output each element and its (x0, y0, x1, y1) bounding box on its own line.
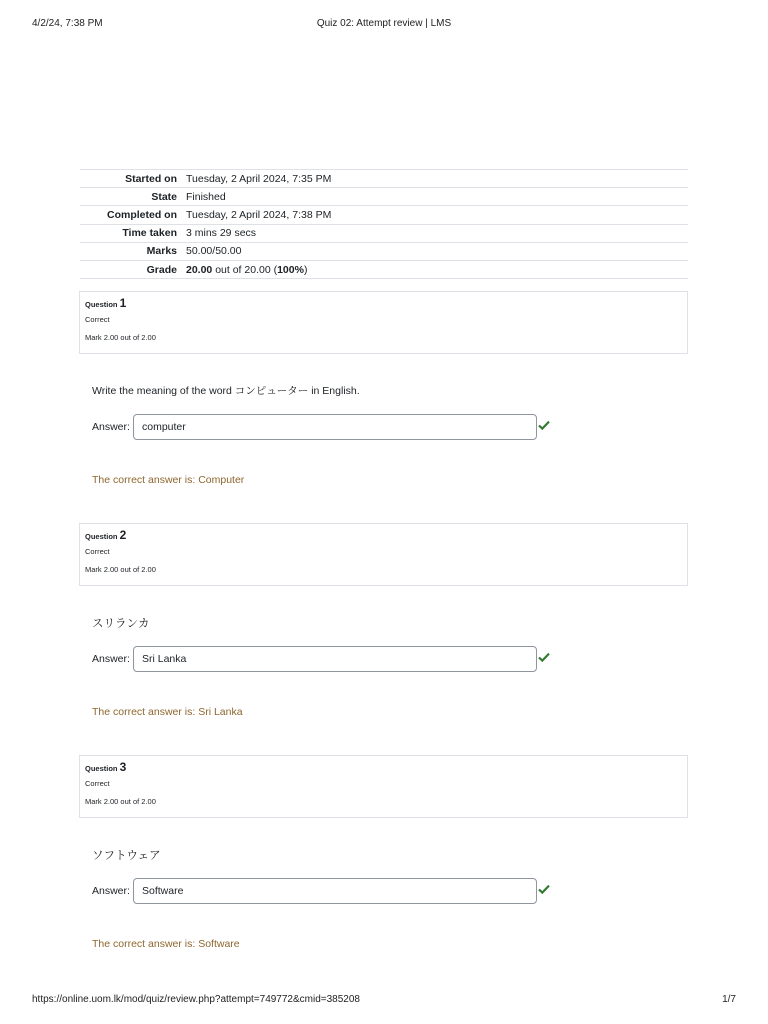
summary-label: State (151, 190, 177, 203)
summary-row-started-on (80, 170, 688, 188)
answer-input-1[interactable]: computer (133, 414, 537, 440)
summary-row-grade (80, 260, 688, 278)
answer-row-2 (92, 646, 562, 672)
summary-row-time-taken (80, 224, 688, 242)
print-datetime: 4/2/24, 7:38 PM (32, 18, 103, 29)
summary-value: 50.00/50.00 (186, 245, 242, 258)
print-page-number: 1/7 (722, 994, 736, 1005)
summary-row-marks (80, 242, 688, 260)
question-text-3: ソフトウェア (92, 850, 161, 862)
grade-close: ) (303, 263, 308, 276)
question-number (85, 528, 682, 544)
question-grade: Mark 2.00 out of 2.00 (85, 333, 156, 342)
summary-row-state (80, 188, 688, 206)
summary-label: Marks (146, 245, 177, 258)
question-num: 1 (119, 296, 127, 310)
question-prefix: Question (85, 300, 118, 309)
question-num: 3 (119, 760, 127, 774)
summary-label: Completed on (107, 208, 177, 221)
question-text-1: Write the meaning of the word コンピューター in English. (92, 385, 360, 397)
summary-value (183, 260, 688, 278)
summary-row-completed-on (80, 206, 688, 224)
summary-value: Tuesday, 2 April 2024, 7:38 PM (186, 208, 332, 221)
summary-value: Tuesday, 2 April 2024, 7:35 PM (186, 172, 332, 185)
print-url: https://online.uom.lk/mod/quiz/review.php?attempt=749772&cmid=385208 (32, 994, 360, 1005)
question-state: Correct (85, 779, 110, 788)
question-grade: Mark 2.00 out of 2.00 (85, 797, 156, 806)
question-info-2 (79, 523, 688, 586)
attempt-summary-table (80, 169, 688, 279)
print-page-title: Quiz 02: Attempt review | LMS (316, 18, 452, 29)
summary-label: Started on (125, 172, 177, 185)
question-info-3 (79, 755, 688, 818)
question-grade: Mark 2.00 out of 2.00 (85, 565, 156, 574)
grade-score: 20.00 (186, 263, 213, 276)
question-number (85, 296, 682, 312)
answer-input-3[interactable]: Software (133, 878, 537, 904)
question-state: Correct (85, 547, 110, 556)
question-number (85, 760, 682, 776)
correct-check-icon (538, 419, 550, 431)
answer-label: Answer: (92, 885, 130, 897)
question-state: Correct (85, 315, 110, 324)
question-num: 2 (119, 528, 127, 542)
summary-label: Grade (146, 263, 177, 276)
grade-percent: 100% (277, 263, 304, 276)
right-answer-2: The correct answer is: Sri Lanka (92, 706, 243, 718)
correct-check-icon (538, 651, 550, 663)
correct-check-icon (538, 883, 550, 895)
summary-label: Time taken (122, 227, 177, 240)
question-text-2: スリランカ (92, 618, 150, 630)
answer-label: Answer: (92, 653, 130, 665)
question-prefix: Question (85, 764, 118, 773)
right-answer-1: The correct answer is: Computer (92, 474, 245, 486)
answer-label: Answer: (92, 421, 130, 433)
question-info-1 (79, 291, 688, 354)
question-prefix: Question (85, 532, 118, 541)
grade-out-of: out of 20.00 ( (212, 263, 278, 276)
summary-value: Finished (186, 190, 226, 203)
answer-row-3 (92, 878, 562, 904)
answer-row-1 (92, 414, 562, 440)
answer-input-2[interactable]: Sri Lanka (133, 646, 537, 672)
right-answer-3: The correct answer is: Software (92, 938, 240, 950)
summary-value: 3 mins 29 secs (186, 227, 257, 240)
